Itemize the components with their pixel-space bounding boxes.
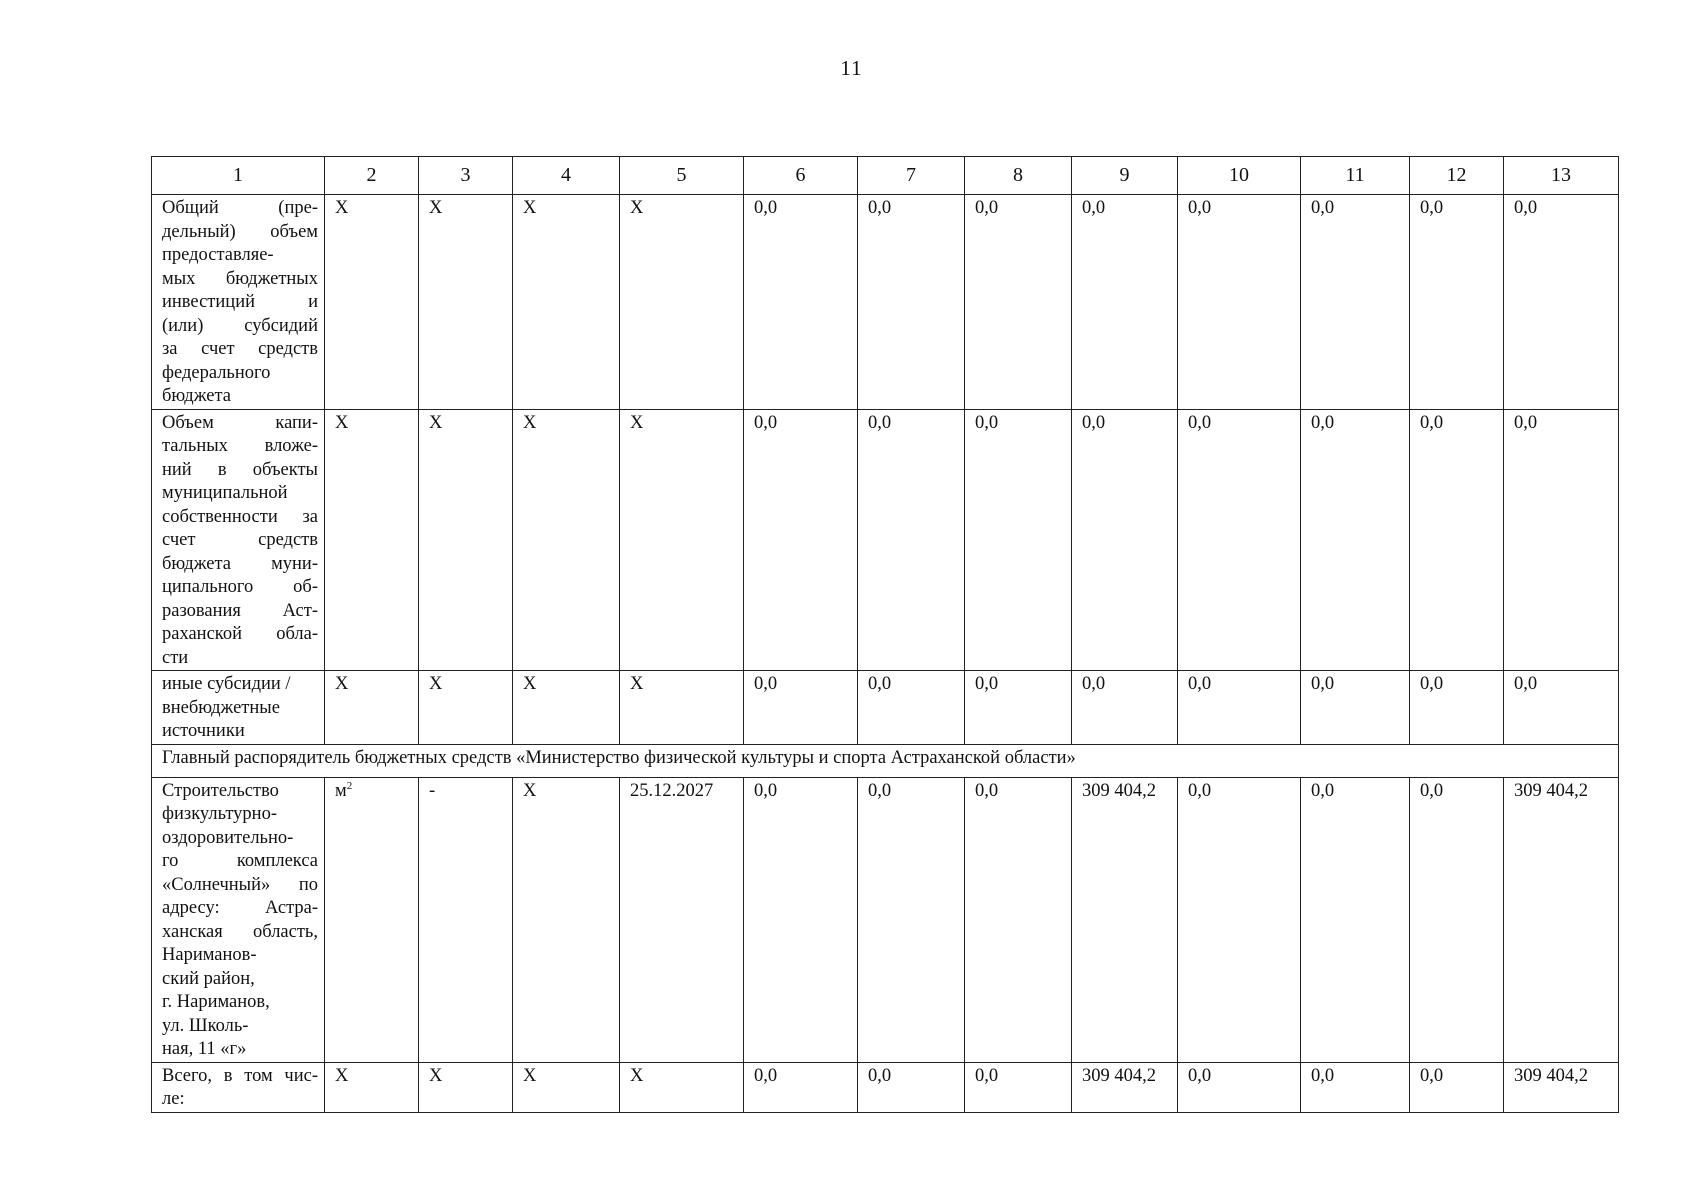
description-line: сти bbox=[162, 647, 189, 668]
table-row-municipal-investments bbox=[152, 409, 1619, 671]
description-line: адресу: Астра- bbox=[162, 898, 318, 918]
table-cell: X bbox=[513, 409, 620, 671]
table-cell: 0,0 bbox=[1178, 1062, 1301, 1112]
table-row-other-subsidies bbox=[152, 671, 1619, 745]
table-cell: 0,0 bbox=[1072, 409, 1178, 671]
table-cell: 0,0 bbox=[1504, 195, 1619, 410]
description-line: Нариманов- bbox=[162, 945, 257, 965]
table-cell: X bbox=[513, 195, 620, 410]
table-cell: 0,0 bbox=[1072, 671, 1178, 745]
table-cell: X bbox=[419, 1062, 513, 1112]
table-row-construction-project bbox=[152, 777, 1619, 1062]
table-cell: 0,0 bbox=[1178, 777, 1301, 1062]
table-cell: 0,0 bbox=[965, 1062, 1072, 1112]
table-cell: X bbox=[325, 409, 419, 671]
column-header: 4 bbox=[513, 157, 620, 195]
table-cell: 0,0 bbox=[1410, 1062, 1504, 1112]
table-row-total bbox=[152, 1062, 1619, 1112]
column-header: 12 bbox=[1410, 157, 1504, 195]
row-description bbox=[152, 195, 325, 410]
description-line: бюджета муни- bbox=[162, 553, 318, 574]
description-line: ле: bbox=[162, 1089, 185, 1109]
unit-cell bbox=[325, 777, 419, 1062]
table-cell: X bbox=[620, 1062, 744, 1112]
description-line: ул. Школь- bbox=[162, 1015, 249, 1036]
table-cell: 0,0 bbox=[1504, 409, 1619, 671]
table-cell: 309 404,2 bbox=[1504, 1062, 1619, 1112]
table-cell: 0,0 bbox=[1504, 671, 1619, 745]
description-line: мых бюджетных bbox=[162, 268, 318, 289]
table-cell: 0,0 bbox=[1301, 1062, 1410, 1112]
table-cell: X bbox=[419, 409, 513, 671]
description-line: Всего, в том чис- bbox=[162, 1065, 318, 1086]
description-line: ная, 11 «г» bbox=[162, 1039, 247, 1059]
table-cell: 0,0 bbox=[744, 777, 858, 1062]
description-line: внебюджетные bbox=[162, 697, 280, 718]
description-line: предоставляе- bbox=[162, 245, 274, 265]
description-line: ханская область, bbox=[162, 921, 318, 942]
row-description bbox=[152, 671, 325, 745]
table-cell: 0,0 bbox=[744, 1062, 858, 1112]
table-cell: 0,0 bbox=[1072, 195, 1178, 410]
description-line: дельный) объем bbox=[162, 221, 318, 242]
description-line: тальных вложе- bbox=[162, 436, 318, 456]
description-line: Объем капи- bbox=[162, 412, 318, 433]
table-cell: 0,0 bbox=[1178, 671, 1301, 745]
table-cell: 0,0 bbox=[1301, 195, 1410, 410]
table-cell: 0,0 bbox=[744, 671, 858, 745]
description-line: разования Аст- bbox=[162, 600, 318, 621]
description-line: (или) субсидий bbox=[162, 315, 318, 336]
table-row-federal-budget bbox=[152, 195, 1619, 410]
table-cell: X bbox=[325, 671, 419, 745]
row-description bbox=[152, 777, 325, 1062]
table-cell: 0,0 bbox=[965, 195, 1072, 410]
table-cell: 0,0 bbox=[1410, 409, 1504, 671]
column-header: 7 bbox=[858, 157, 965, 195]
table-cell: X bbox=[513, 1062, 620, 1112]
table-cell: 0,0 bbox=[1410, 777, 1504, 1062]
column-header: 1 bbox=[152, 157, 325, 195]
table-cell: X bbox=[620, 409, 744, 671]
description-line: Общий (пре- bbox=[162, 198, 318, 218]
description-line: счет средств bbox=[162, 530, 318, 550]
description-line: ципального об- bbox=[162, 577, 318, 597]
table-cell: 0,0 bbox=[858, 671, 965, 745]
section-heading: Главный распорядитель бюджетных средств «Министерство физической культуры и спорта Астраханской области» bbox=[152, 744, 1619, 777]
column-header: 10 bbox=[1178, 157, 1301, 195]
description-line: го комплекса bbox=[162, 851, 318, 871]
header-row bbox=[152, 157, 1619, 195]
description-line: г. Нариманов, bbox=[162, 992, 270, 1012]
table-row-section-heading bbox=[152, 744, 1619, 777]
table-cell: 0,0 bbox=[965, 671, 1072, 745]
column-header: 9 bbox=[1072, 157, 1178, 195]
column-header: 8 bbox=[965, 157, 1072, 195]
column-header: 11 bbox=[1301, 157, 1410, 195]
table-cell: X bbox=[325, 195, 419, 410]
table-cell: 0,0 bbox=[858, 777, 965, 1062]
table-cell: 0,0 bbox=[744, 409, 858, 671]
column-header: 6 bbox=[744, 157, 858, 195]
table-cell: 0,0 bbox=[1301, 671, 1410, 745]
table-cell: 0,0 bbox=[1178, 409, 1301, 671]
description-line: ский район, bbox=[162, 968, 255, 989]
table-cell: X bbox=[620, 195, 744, 410]
table-cell: 0,0 bbox=[1178, 195, 1301, 410]
description-line: физкультурно- bbox=[162, 804, 277, 824]
unit-superscript: 2 bbox=[346, 779, 353, 792]
table-cell: X bbox=[620, 671, 744, 745]
description-line: иные субсидии / bbox=[162, 674, 291, 694]
table-cell: 0,0 bbox=[744, 195, 858, 410]
column-header: 2 bbox=[325, 157, 419, 195]
row-description bbox=[152, 409, 325, 671]
column-header: 3 bbox=[419, 157, 513, 195]
table-cell: 0,0 bbox=[1301, 409, 1410, 671]
description-line: ний в объекты bbox=[162, 459, 318, 480]
description-line: источники bbox=[162, 721, 245, 741]
description-line: муниципальной bbox=[162, 483, 288, 503]
table-cell: 0,0 bbox=[965, 777, 1072, 1062]
table-cell: 0,0 bbox=[858, 409, 965, 671]
description-line: оздоровительно- bbox=[162, 827, 294, 848]
unit-label: м bbox=[335, 780, 347, 801]
table-cell: 0,0 bbox=[965, 409, 1072, 671]
column-header: 13 bbox=[1504, 157, 1619, 195]
table-cell: X bbox=[325, 1062, 419, 1112]
description-line: раханской обла- bbox=[162, 624, 318, 644]
table-cell: 0,0 bbox=[858, 195, 965, 410]
description-line: «Солнечный» по bbox=[162, 874, 318, 895]
table-cell: 309 404,2 bbox=[1072, 1062, 1178, 1112]
column-header: 5 bbox=[620, 157, 744, 195]
description-line: Строительство bbox=[162, 780, 279, 801]
table-cell: 309 404,2 bbox=[1072, 777, 1178, 1062]
table-cell: 0,0 bbox=[1410, 195, 1504, 410]
table-cell: X bbox=[419, 195, 513, 410]
table-cell: 25.12.2027 bbox=[620, 777, 744, 1062]
table-cell: 309 404,2 bbox=[1504, 777, 1619, 1062]
description-line: бюджета bbox=[162, 386, 231, 406]
budget-table bbox=[151, 156, 1619, 1113]
table-cell: X bbox=[419, 671, 513, 745]
page-number: 11 bbox=[840, 56, 863, 80]
table-cell: 0,0 bbox=[1301, 777, 1410, 1062]
description-line: собственности за bbox=[162, 506, 318, 527]
table-cell: X bbox=[513, 671, 620, 745]
description-line: за счет средств bbox=[162, 339, 318, 359]
table-cell: 0,0 bbox=[1410, 671, 1504, 745]
row-description bbox=[152, 1062, 325, 1112]
table-cell: - bbox=[419, 777, 513, 1062]
table-cell: 0,0 bbox=[858, 1062, 965, 1112]
table-cell: X bbox=[513, 777, 620, 1062]
description-line: инвестиций и bbox=[162, 292, 318, 312]
description-line: федерального bbox=[162, 362, 271, 383]
